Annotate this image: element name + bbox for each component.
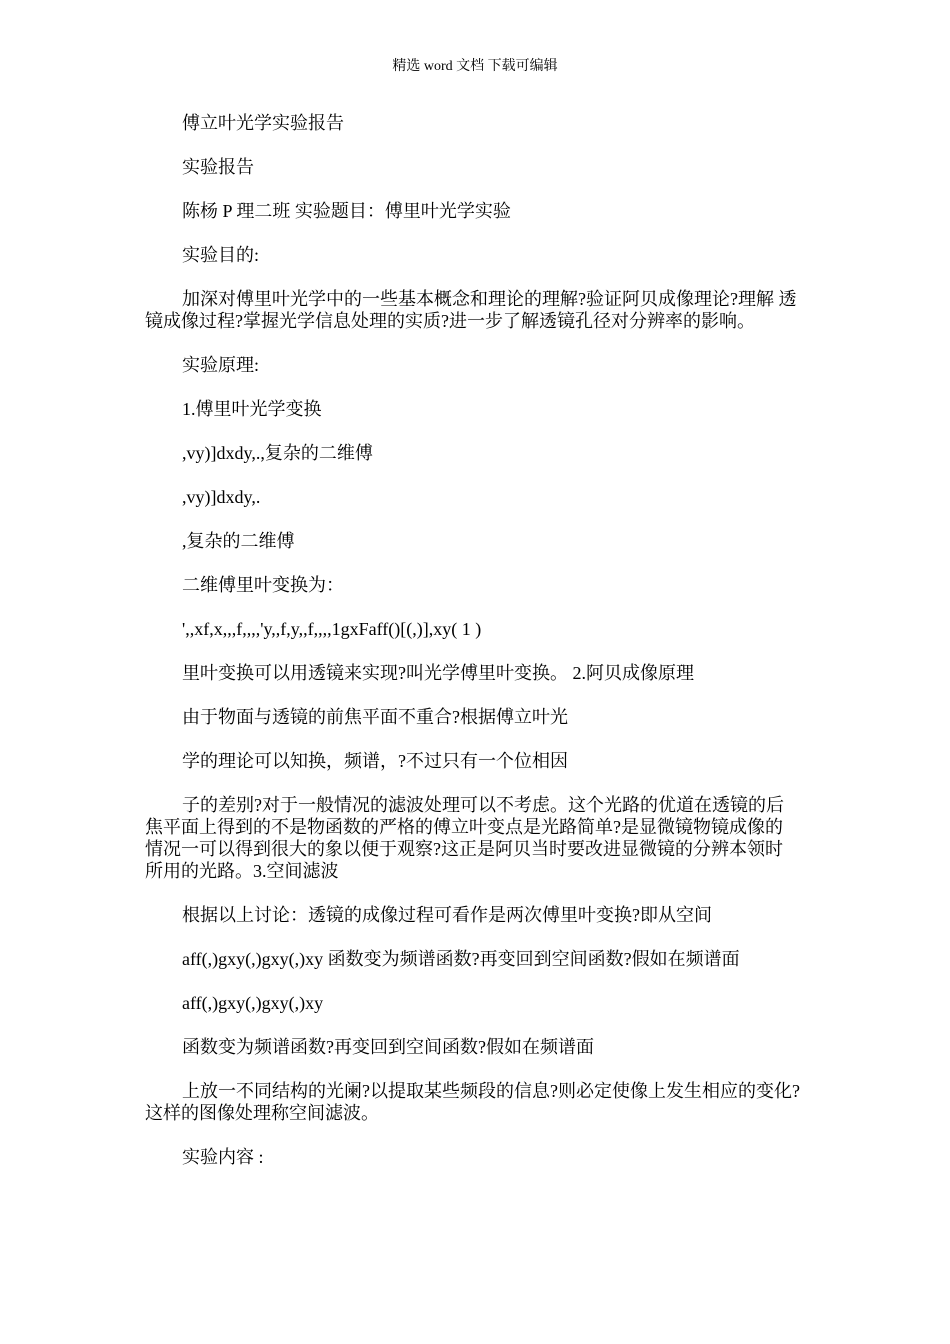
spatial-filter-text: 函数变为频谱函数?再变回到空间函数?假如在频谱面: [182, 1037, 594, 1057]
lens-transform-paragraph: 里叶变换可以用透镜来实现?叫光学傅里叶变换。 2.阿贝成像原理: [182, 663, 694, 683]
report-label: 实验报告: [182, 157, 254, 177]
author-and-topic: 陈杨 P 理二班 实验题目：傅里叶光学实验: [182, 201, 511, 221]
spatial-filter-formula-2: aff(,)gxy(,)gxy(,)xy: [182, 993, 324, 1013]
abbe-paragraph-body: 子的差别?对于一般情况的滤波处理可以不考虑。这个光路的优道在透镜的后 焦平面上得到的不是物函数的严格的傅立叶变点是光路简单?是显微镜物镜成像的 情况一可以得到很大的象以便于观察?这正是阿贝当时要改进显微镜的分辨本领时 所用的光路。3.空间滤波: [145, 795, 784, 881]
formula-intro: 二维傅里叶变换为：: [182, 575, 344, 595]
page-header: 精选 word 文档 下载可编辑: [392, 59, 558, 74]
abbe-paragraph-line-2: 学的理论可以知换，频谱，?不过只有一个位相因: [182, 751, 568, 771]
purpose-paragraph: 加深对傅里叶光学中的一些基本概念和理论的理解?验证阿贝成像理论?理解 透镜成像过程?掌握光学信息处理的实质?进一步了解透镜孔径对分辨率的影响。: [145, 289, 797, 331]
spatial-filter-intro: 根据以上讨论：透镜的成像过程可看作是两次傅里叶变换?即从空间: [182, 905, 712, 925]
spatial-filter-conclusion: 上放一不同结构的光阑?以提取某些频段的信息?则必定使像上发生相应的变化? 这样的图像处理称空间滤波。: [145, 1081, 800, 1123]
document-body: [145, 112, 805, 1190]
abbe-paragraph-line-1: 由于物面与透镜的前焦平面不重合?根据傅立叶光: [182, 707, 568, 727]
section-heading-content: 实验内容 :: [182, 1147, 264, 1167]
section-heading-purpose: 实验目的:: [182, 245, 260, 265]
section-heading-principle: 实验原理:: [182, 355, 260, 375]
formula-equation-1: ',,xf,x,,,f,,,,'y,,f,y,,f,,,,1gxFaff()[(,)],xy( 1 ): [182, 619, 482, 639]
formula-fragment-3: ,复杂的二维傅: [182, 531, 295, 551]
spatial-filter-formula-1: aff(,)gxy(,)gxy(,)xy 函数变为频谱函数?再变回到空间函数?假如在频谱面: [182, 949, 740, 969]
subsection-fourier-transform: 1.傅里叶光学变换: [182, 399, 322, 419]
formula-fragment-2: ,vy)]dxdy,.: [182, 487, 261, 507]
formula-fragment-1: ,vy)]dxdy,.,复杂的二维傅: [182, 443, 373, 463]
document-title: 傅立叶光学实验报告: [182, 113, 344, 133]
